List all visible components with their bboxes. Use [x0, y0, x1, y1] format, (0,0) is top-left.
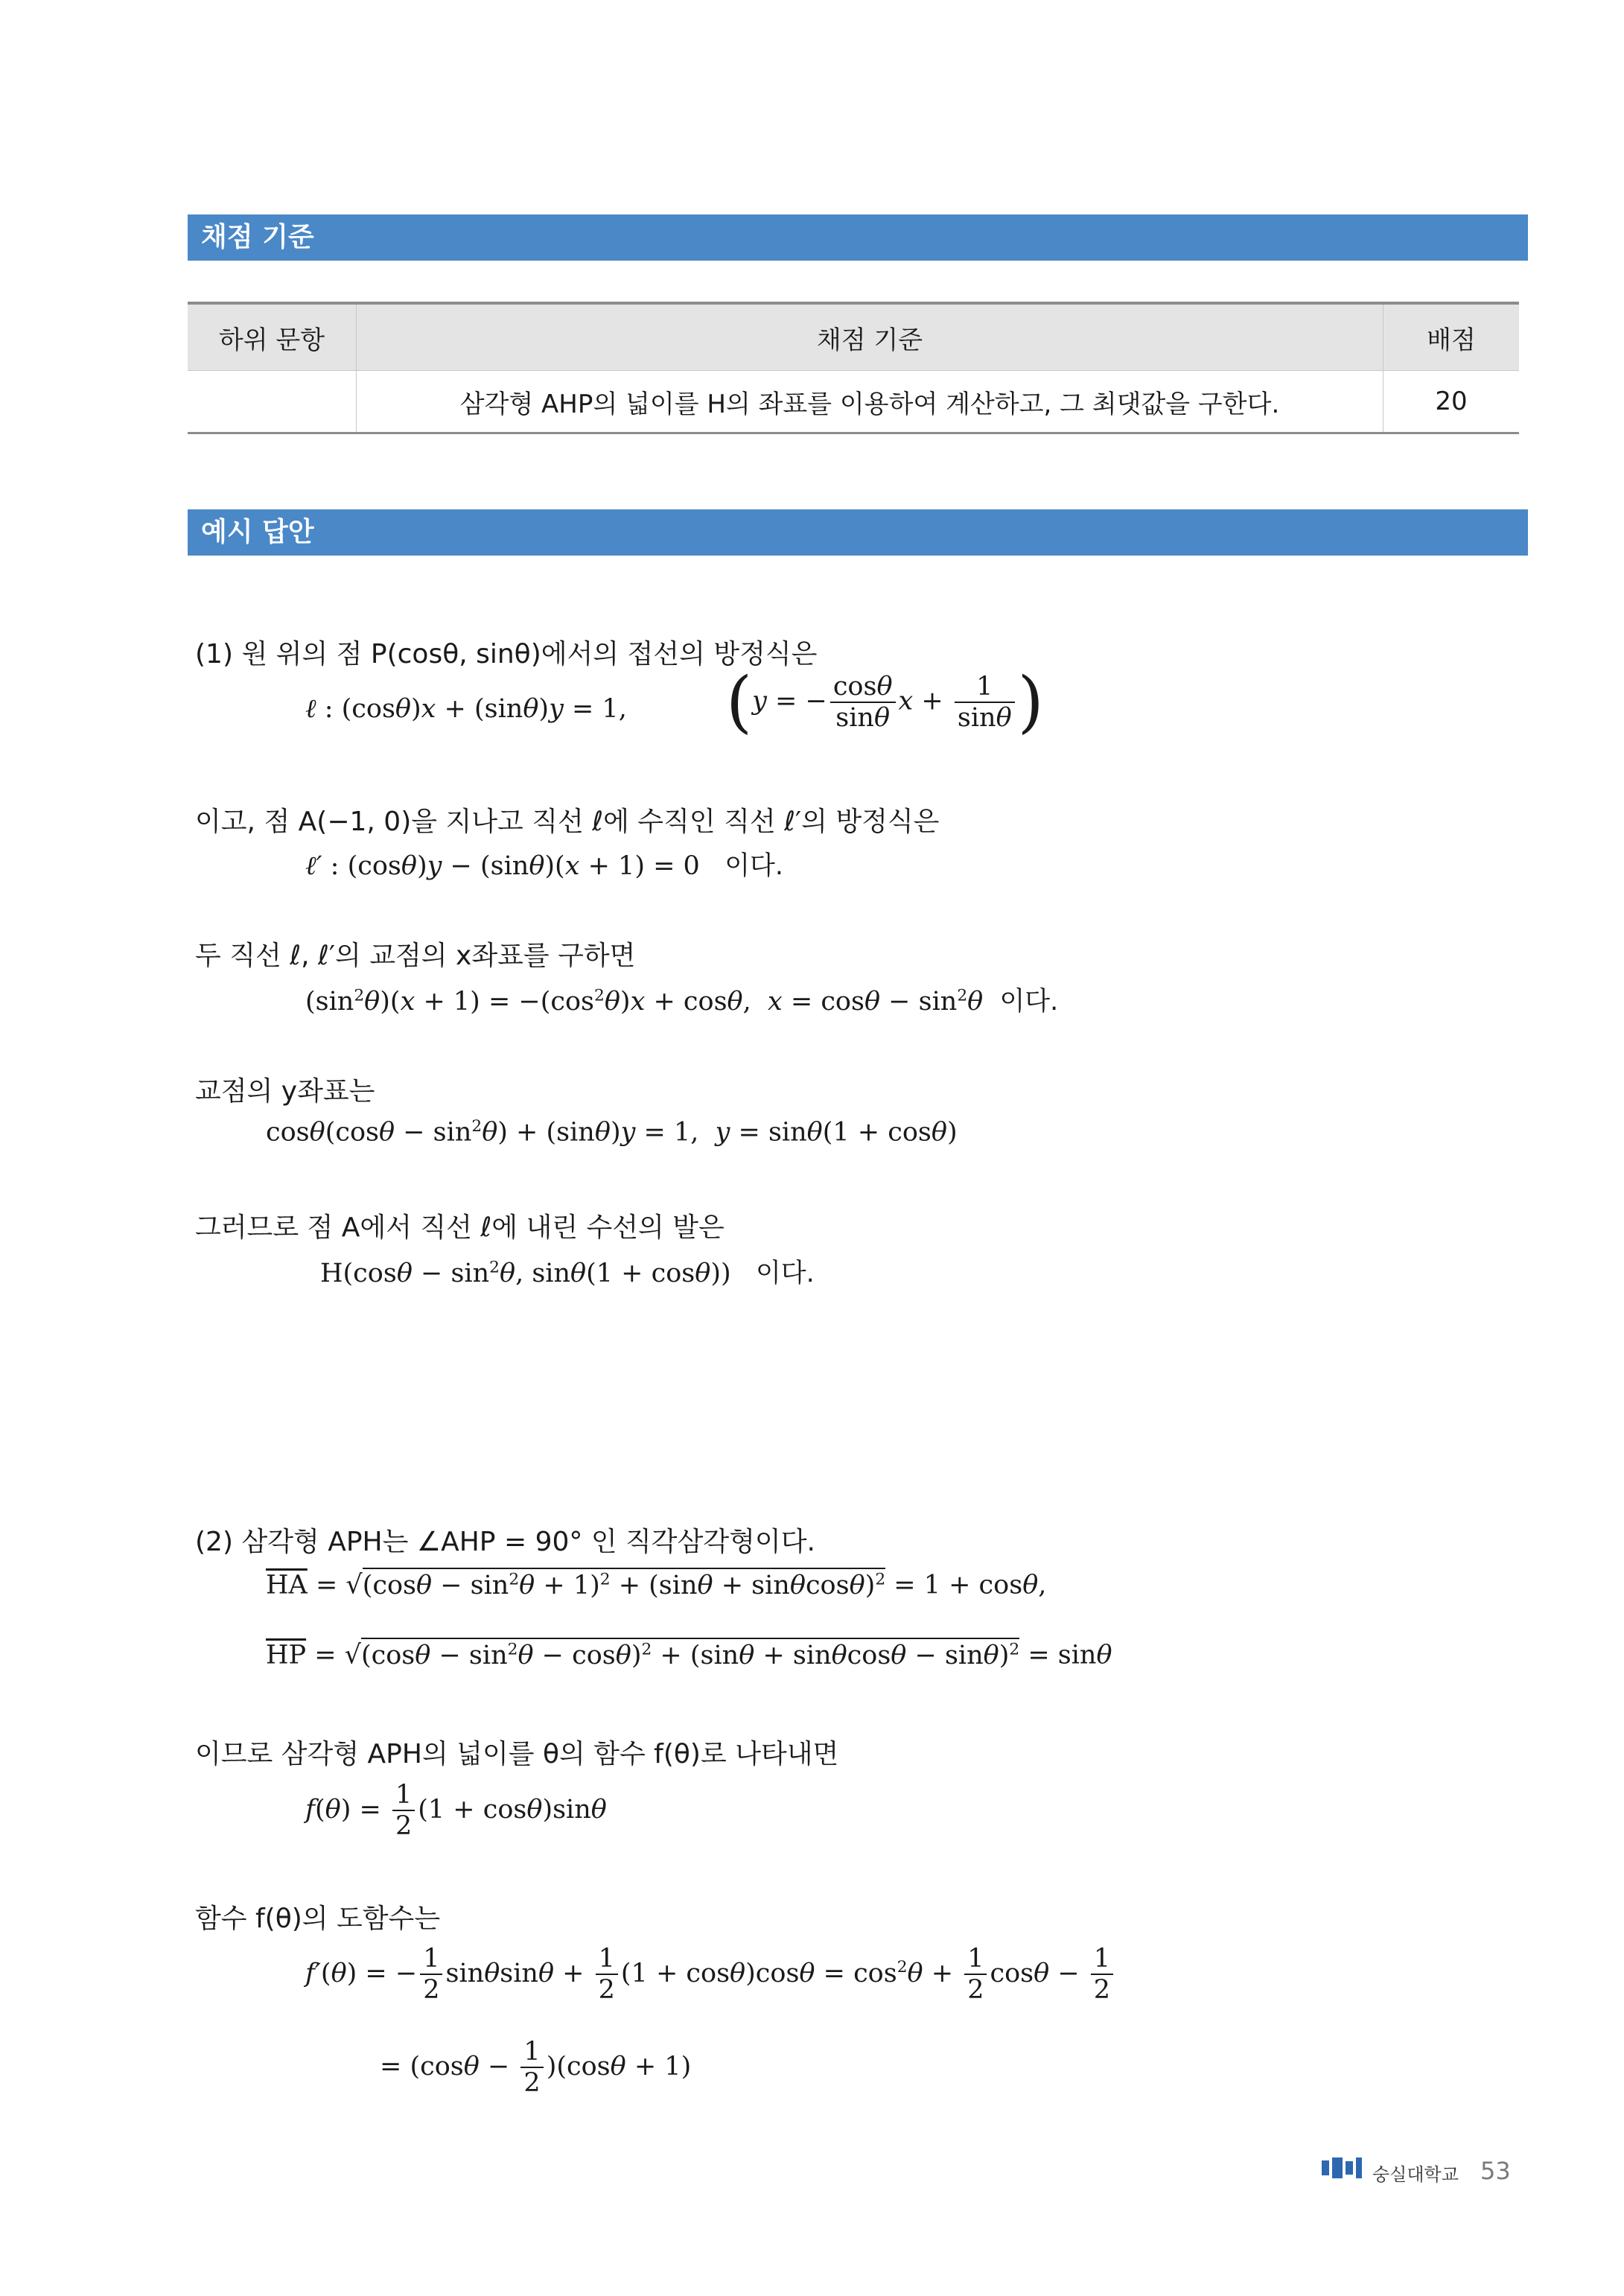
- suffix-ida: 이다.: [999, 987, 1059, 1017]
- row-criterion: 삼각형 AHP의 넓이를 H의 좌표를 이용하여 계산하고, 그 최댓값을 구한다.: [357, 371, 1383, 433]
- col-criterion: 채점 기준: [357, 303, 1383, 371]
- perpendicular-equation: ℓ′ : (cosθ)y − (sinθ)(x + 1) = 0 이다.: [305, 851, 783, 881]
- answer-text-2: 이고, 점 A(−1, 0)을 지나고 직선 ℓ에 수직인 직선 ℓ′의 방정식은: [195, 807, 940, 837]
- row-score: 20: [1383, 371, 1520, 433]
- grading-section-header: 채점 기준: [188, 214, 1528, 261]
- grading-table: [188, 302, 1519, 434]
- grading-table-header-row: [188, 303, 1519, 371]
- col-score: 배점: [1383, 303, 1520, 371]
- university-name: 숭실대학교: [1372, 2164, 1459, 2185]
- answer-text-7: 이므로 삼각형 APH의 넓이를 θ의 함수 f(θ)로 나타내면: [195, 1739, 839, 1769]
- length-HP: $\overline{HP} = √(\cos\theta - \sin^2\theta - \cos\theta)^2 + (\sin\theta + \sin\theta\cos\theta - \sin\theta)^2 = \sin\theta$: [266, 1640, 1112, 1670]
- foot-of-perpendicular: $H(\cos\theta - \sin^2\theta$, sinθ(1 + cosθ)) 이다.: [320, 1258, 815, 1288]
- derivative-line-1: f′(θ) = − $\frac{1}{2}$ sinθsinθ + $\frac{1}{2}$ $(1 + \cos\theta)\cos\theta = \cos^2\theta$ + $\frac{1}{2}$ cosθ − $\frac{1}{2}$: [305, 1944, 1116, 2006]
- tangent-equation: ℓ : (cosθ)x + (sinθ)y = 1,: [305, 694, 627, 724]
- answer-section-header: 예시 답안: [188, 509, 1528, 556]
- col-subquestion: 하위 문항: [188, 303, 357, 371]
- answer-text-6: (2) 삼각형 APH는 ∠AHP = 90° 인 직각삼각형이다.: [195, 1527, 815, 1557]
- answer-text-8: 함수 f(θ)의 도함수는: [195, 1904, 441, 1934]
- answer-text-4: 교점의 y좌표는: [195, 1076, 375, 1107]
- table-row: [188, 371, 1519, 433]
- intersection-y: $\cos\theta(\cos\theta - \sin^2\theta) + (\sin\theta)y = 1$, y = sinθ(1 + cosθ): [266, 1117, 958, 1148]
- tangent-equation-alt: (y = − $\frac{\cos\theta}{\sin\theta}$ x + $\frac{1}{\sin\theta}$ ): [726, 663, 1044, 741]
- answer-text-3: 두 직선 ℓ, ℓ′의 교점의 x좌표를 구하면: [195, 941, 636, 971]
- row-subquestion: [188, 371, 357, 433]
- derivative-line-2: = (cosθ − $\frac{1}{2}$ )(cosθ + 1): [380, 2037, 692, 2099]
- page-number: 53: [1480, 2157, 1511, 2185]
- suffix-ida: 이다.: [725, 851, 783, 881]
- suffix-ida: 이다.: [756, 1259, 815, 1288]
- answer-text-5: 그러므로 점 A에서 직선 ℓ에 내린 수선의 발은: [195, 1212, 725, 1243]
- university-logo: [1322, 2157, 1362, 2178]
- area-function: f(θ) = $\frac{1}{2}$ (1 + cosθ)sinθ: [305, 1780, 607, 1842]
- length-HA: $\overline{HA} = √(\cos\theta - \sin^2\theta + 1)^2 + (\sin\theta + \sin\theta\cos\theta)^2 = 1 + \cos\theta$,: [266, 1570, 1046, 1600]
- intersection-x: $(\sin^2\theta)(x + 1) = -(\cos^2\theta)x + \cos\theta$, $x = \cos\theta - \sin^2\theta$ 이다.: [305, 986, 1059, 1017]
- answer-text-1: (1) 원 위의 점 P(cosθ, sinθ)에서의 접선의 방정식은: [195, 639, 818, 670]
